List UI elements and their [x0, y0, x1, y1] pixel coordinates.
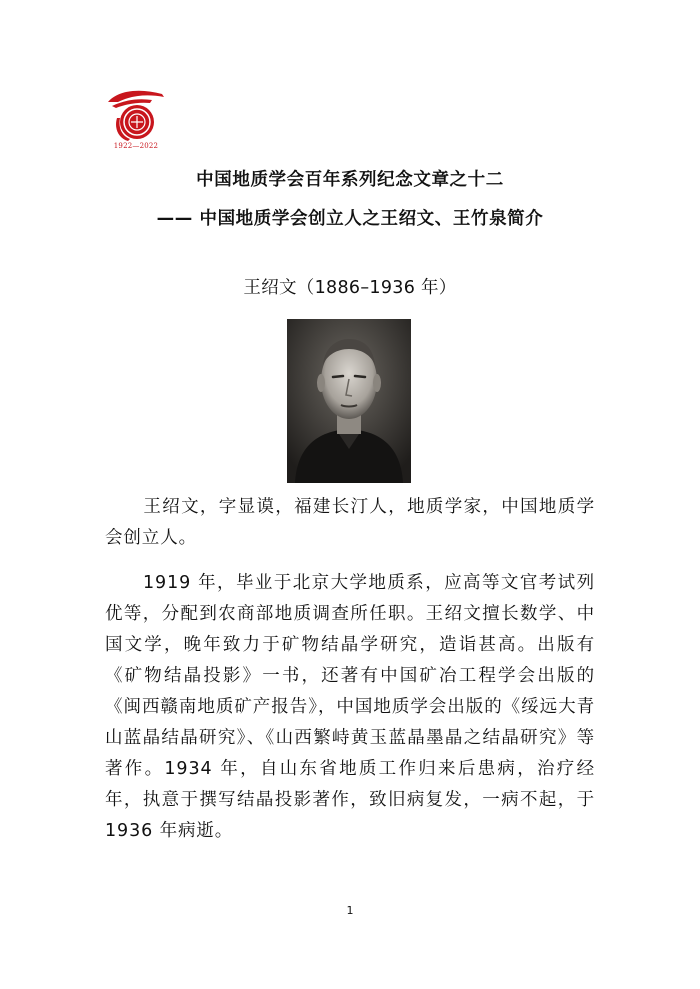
- portrait-photo: [287, 319, 411, 483]
- page-title: 中国地质学会百年系列纪念文章之十二: [196, 170, 504, 190]
- page-number: 1: [346, 904, 354, 917]
- paragraph: [105, 568, 595, 847]
- centennial-logo: [104, 88, 168, 154]
- logo-years: 1922—2022: [113, 142, 159, 150]
- centennial-emblem-icon: [104, 88, 168, 144]
- section-heading: 王绍文（1886–1936 年）: [243, 278, 457, 298]
- page-subtitle: —— 中国地质学会创立人之王绍文、王竹泉简介: [156, 209, 544, 229]
- paragraph: [105, 492, 595, 554]
- paragraph-text: 1919 年，毕业于北京大学地质系，应高等文官考试列优等，分配到农商部地质调查所任职。王绍文擅长数学、中国文学，晚年致力于矿物结晶学研究，造诣甚高。出版有《矿物结晶投影》一书，还著有中国矿冶工程学会出版的《闽西赣南地质矿产报告》，中国地质学会出版的《绥远大青山蓝晶结晶研究》、《山西繁峙黄玉蓝晶墨晶之结晶研究》等著作。1934 年，自山东省地质工作归来后患病，治疗经年，执意于撰写结晶投影著作，致旧病复发，一病不起，于 1936 年病逝。: [105, 573, 595, 841]
- paragraph-text: 王绍文，字显谟，福建长汀人，地质学家，中国地质学会创立人。: [105, 497, 595, 548]
